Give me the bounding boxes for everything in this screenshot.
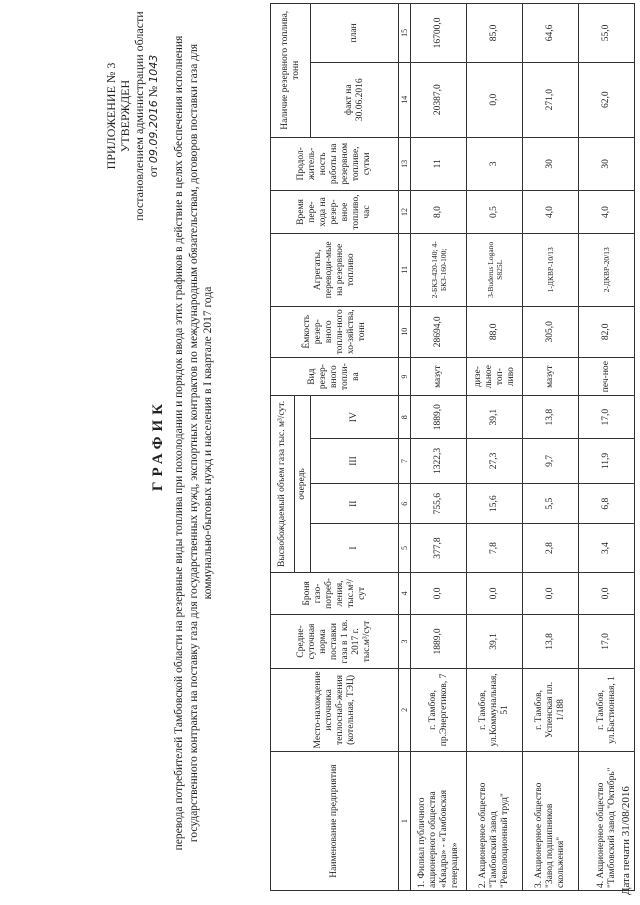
col-number: 9 <box>399 357 411 395</box>
row-armor: 0,0 <box>579 572 635 615</box>
document-subtitle: перевода потребителей Тамбовской области на резервные виды топлива при похолодании и порядок ввода этих графиков в действие в целях обеспечения исполнения государственного контракта на поставку газа для государственных нужд, экспортных контрактов по международным обязательствам, договоров поставки газа для коммунально-бытовых нужд и населения в I квартале 2017 года <box>173 35 214 851</box>
row-q2: 15,6 <box>467 483 523 524</box>
row-duration: 30 <box>523 137 579 190</box>
row-q1: 377,8 <box>411 524 467 572</box>
row-capacity: 28694,0 <box>411 306 467 357</box>
row-location: г. Тамбов, пр.Энергетиков, 7 <box>411 668 467 751</box>
col-number: 6 <box>399 483 411 524</box>
row-units: 3-Buderus Logano S825L <box>467 233 523 306</box>
row-duration: 3 <box>467 137 523 190</box>
appendix-date-line <box>146 11 161 221</box>
row-name: 3. Акционерное общество "Завод подшипников скольжения" <box>523 752 579 891</box>
row-q1: 7,8 <box>467 524 523 572</box>
row-q2: 5,5 <box>523 483 579 524</box>
appendix-date: 09.09.2016 <box>147 100 160 164</box>
row-plan: 55,0 <box>579 4 635 63</box>
row-fuel: мазут <box>411 357 467 395</box>
appendix-line2: УТВЕРЖДЕН <box>118 79 132 153</box>
hdr-queue: очередь <box>295 396 311 572</box>
appendix-from: от <box>146 166 160 178</box>
appendix-line1: ПРИЛОЖЕНИЕ № 3 <box>104 62 118 170</box>
row-avg: 1889,0 <box>411 615 467 668</box>
row-units: 2-ДКВР-20/13 <box>579 233 635 306</box>
row-switch: 4,0 <box>579 191 635 234</box>
col-number: 12 <box>399 191 411 234</box>
row-location: г. Тамбов, ул.Коммунальная, 51 <box>467 668 523 751</box>
row-fuel: печ-ное <box>579 357 635 395</box>
appendix-block <box>104 11 161 221</box>
row-duration: 30 <box>579 137 635 190</box>
hdr-location: Место-нахождение источника теплоснаб-жения (котельная, ТЭЦ) <box>271 668 399 751</box>
hdr-capacity: Ёмкость резер-вного топли-ного хо-зяйства, тонн <box>271 306 399 357</box>
row-avg: 13,8 <box>523 615 579 668</box>
col-number: 4 <box>399 572 411 615</box>
row-duration: 11 <box>411 137 467 190</box>
row-fact: 271,0 <box>523 62 579 137</box>
row-q3: 27,3 <box>467 439 523 484</box>
row-fact: 20387,0 <box>411 62 467 137</box>
row-q4: 17,0 <box>579 396 635 439</box>
table-row <box>467 4 523 891</box>
hdr-q2: II <box>311 483 399 524</box>
row-capacity: 305,0 <box>523 306 579 357</box>
row-armor: 0,0 <box>467 572 523 615</box>
col-number: 13 <box>399 137 411 190</box>
col-number: 5 <box>399 524 411 572</box>
row-plan: 64,6 <box>523 4 579 63</box>
row-fuel: мазут <box>523 357 579 395</box>
col-number: 1 <box>399 752 411 891</box>
row-q2: 755,6 <box>411 483 467 524</box>
col-number: 10 <box>399 306 411 357</box>
col-number: 15 <box>399 4 411 63</box>
col-number: 7 <box>399 439 411 484</box>
row-armor: 0,0 <box>411 572 467 615</box>
hdr-fuel-type: Вид резер-вного топли-ва <box>271 357 399 395</box>
row-q4: 1889,0 <box>411 396 467 439</box>
row-q3: 1322,3 <box>411 439 467 484</box>
hdr-reserve: Наличие резервного топлива, тонн <box>271 4 311 138</box>
hdr-plan: план <box>311 4 399 63</box>
row-avg: 17,0 <box>579 615 635 668</box>
appendix-line3: постановлением администрации области <box>132 11 146 221</box>
column-number-row <box>399 4 411 891</box>
document-title: ГРАФИК <box>150 398 166 492</box>
hdr-armor: Броня газо-потреб-ления, тыс.м³/сут <box>271 572 399 615</box>
row-q4: 39,1 <box>467 396 523 439</box>
col-number: 11 <box>399 233 411 306</box>
row-location: г. Тамбов, ул.Бастионная, 1 <box>579 668 635 751</box>
hdr-avg: Средне-суточная норма поставки газа в 1 кв. 2017 г. тыс.м³/сут <box>271 615 399 668</box>
appendix-no: № <box>146 85 160 98</box>
row-fact: 62,0 <box>579 62 635 137</box>
hdr-q3: III <box>311 439 399 484</box>
row-switch: 0,5 <box>467 191 523 234</box>
row-switch: 4,0 <box>523 191 579 234</box>
hdr-q1: I <box>311 524 399 572</box>
print-date: Дата печати 31/08/2016 <box>620 786 632 895</box>
table-row <box>523 4 579 891</box>
row-capacity: 88,0 <box>467 306 523 357</box>
row-location: г. Тамбов, Успенская пл. 1/188 <box>523 668 579 751</box>
header-row-1 <box>271 4 295 891</box>
row-q4: 13,8 <box>523 396 579 439</box>
col-number: 14 <box>399 62 411 137</box>
row-fact: 0,0 <box>467 62 523 137</box>
row-q1: 3,4 <box>579 524 635 572</box>
col-number: 8 <box>399 396 411 439</box>
row-name: 1. Филиал публичного акционерного общества «Квадра» - «Тамбовская генерация» <box>411 752 467 891</box>
row-name: 2. Акционерное общество "Тамбовский завод "Революционный труд" <box>467 752 523 891</box>
hdr-switch-time: Время пере-хода на резер-вное топливо, час <box>271 191 399 234</box>
appendix-number: 1043 <box>147 54 160 83</box>
row-q3: 9,7 <box>523 439 579 484</box>
hdr-q4: IV <box>311 396 399 439</box>
row-plan: 16700,0 <box>411 4 467 63</box>
col-number: 2 <box>399 668 411 751</box>
hdr-name: Наименование предприятия <box>271 752 399 891</box>
table-row <box>411 4 467 891</box>
row-switch: 8,0 <box>411 191 467 234</box>
row-name: 4. Акционерное общество "Тамбовский завод "Октябрь" <box>579 752 635 891</box>
row-capacity: 82,0 <box>579 306 635 357</box>
row-units: 1-ДКВР-10/13 <box>523 233 579 306</box>
row-q3: 11,9 <box>579 439 635 484</box>
hdr-duration: Продол-житель-ность работы на резервном топливе, сутки <box>271 137 399 190</box>
hdr-fact: факт на 30.06.2016 <box>311 62 399 137</box>
schedule-table <box>270 3 635 891</box>
row-fuel: дизе-льное топ-ливо <box>467 357 523 395</box>
row-plan: 85,0 <box>467 4 523 63</box>
row-q1: 2,8 <box>523 524 579 572</box>
row-units: 2-БКЗ-420-140; 4-БКЗ-160-100; <box>411 233 467 306</box>
row-q2: 6,8 <box>579 483 635 524</box>
row-avg: 39,1 <box>467 615 523 668</box>
hdr-units: Агрегаты, переводи-мые на резервное топливо <box>271 233 399 306</box>
row-armor: 0,0 <box>523 572 579 615</box>
hdr-volume: Высвобождаемый объем газа тыс. м³/сут. <box>271 396 295 572</box>
col-number: 3 <box>399 615 411 668</box>
table-row <box>579 4 635 891</box>
